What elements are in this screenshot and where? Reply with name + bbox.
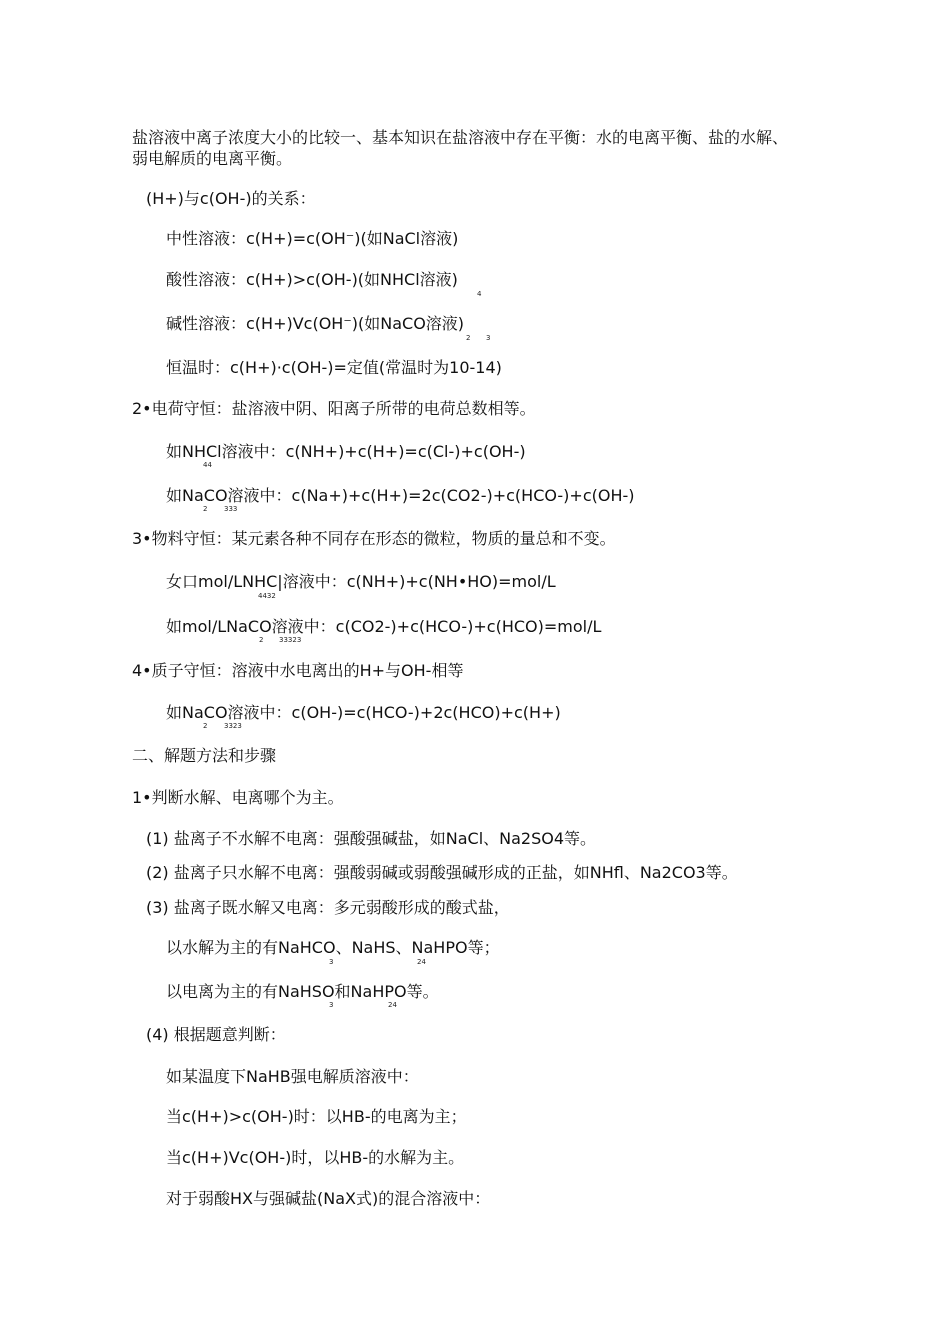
hydrolysis-dominant-line: 以水解为主的有NaHCO、NaHS、NaHPO等；	[166, 938, 500, 957]
neutral-solution-line: 中性溶液：c(H+)=c(OH⁻)(如NaCl溶液)	[166, 229, 459, 248]
subscript: 44	[203, 461, 212, 469]
material-balance-example-1: 女口mol/LNHC|溶液中：c(NH+)+c(NH•HO)=mol/L	[166, 572, 556, 591]
nahb-example-line: 如某温度下NaHB强电解质溶液中：	[166, 1067, 419, 1086]
section-3-heading: 3•物料守恒：某元素各种不同存在形态的微粒，物质的量总和不变。	[132, 529, 616, 548]
title-line-1: 盐溶液中离子浓度大小的比较一、基本知识在盐溶液中存在平衡：水的电离平衡、盐的水解、	[132, 128, 789, 147]
part-2-heading: 二、解题方法和步骤	[132, 746, 277, 765]
subscript: 3323	[224, 722, 242, 730]
charge-balance-example-1: 如NHCl溶液中：c(NH+)+c(H+)=c(Cl-)+c(OH-)	[166, 442, 526, 461]
subscript: 333	[224, 505, 238, 513]
section-2-heading: 2•电荷守恒：盐溶液中阴、阳离子所带的电荷总数相等。	[132, 399, 536, 418]
subscript: 2	[259, 636, 264, 644]
constant-temperature-line: 恒温时：c(H+)·c(OH-)=定值(常温时为10-14)	[166, 358, 502, 377]
material-balance-example-2: 如mol/LNaCO溶液中：c(CO2-)+c(HCO-)+c(HCO)=mol/L	[166, 617, 602, 636]
basic-solution-line: 碱性溶液：c(H+)Vc(OH⁻)(如NaCO溶液)	[166, 314, 465, 333]
subscript: 24	[388, 1001, 397, 1009]
ionization-dominant-line: 以电离为主的有NaHSO和NaHPO等。	[166, 982, 439, 1001]
subscript: 4432	[258, 592, 276, 600]
mixed-solution-line: 对于弱酸HX与强碱盐(NaX式)的混合溶液中：	[166, 1189, 491, 1208]
charge-balance-example-2: 如NaCO溶液中：c(Na+)+c(H+)=2c(CO2-)+c(HCO-)+c(OH-)	[166, 486, 635, 505]
section-1-heading: (H+)与c(OH-)的关系：	[146, 189, 316, 208]
subscript: 2	[203, 505, 208, 513]
hydrolysis-condition-line: 当c(H+)Vc(OH-)时，以HB-的水解为主。	[166, 1148, 465, 1167]
subscript: 33323	[279, 636, 302, 644]
part-2-item-2: (2) 盐离子只水解不电离：强酸弱碱或弱酸强碱形成的正盐，如NHfl、Na2CO3等。	[146, 863, 738, 882]
part-2-item-3: (3) 盐离子既水解又电离：多元弱酸形成的酸式盐，	[146, 898, 510, 917]
proton-balance-example: 如NaCO溶液中：c(OH-)=c(HCO-)+2c(HCO)+c(H+)	[166, 703, 561, 722]
subscript: 4	[477, 290, 482, 298]
subscript: 3	[329, 1001, 334, 1009]
section-4-heading: 4•质子守恒：溶液中水电离出的H+与OH-相等	[132, 661, 464, 680]
ionization-condition-line: 当c(H+)>c(OH-)时：以HB-的电离为主；	[166, 1107, 467, 1126]
subscript: 3	[486, 334, 491, 342]
subscript: 3	[329, 958, 334, 966]
part-2-item-1: (1) 盐离子不水解不电离：强酸强碱盐，如NaCl、Na2SO4等。	[146, 829, 597, 848]
subscript: 2	[466, 334, 471, 342]
part-2-step-1-heading: 1•判断水解、电离哪个为主。	[132, 788, 344, 807]
subscript: 24	[417, 958, 426, 966]
subscript: 2	[203, 722, 208, 730]
part-2-item-4: (4) 根据题意判断：	[146, 1025, 286, 1044]
acidic-solution-line: 酸性溶液：c(H+)>c(OH-)(如NHCl溶液)	[166, 270, 458, 289]
title-line-2: 弱电解质的电离平衡。	[132, 149, 293, 168]
